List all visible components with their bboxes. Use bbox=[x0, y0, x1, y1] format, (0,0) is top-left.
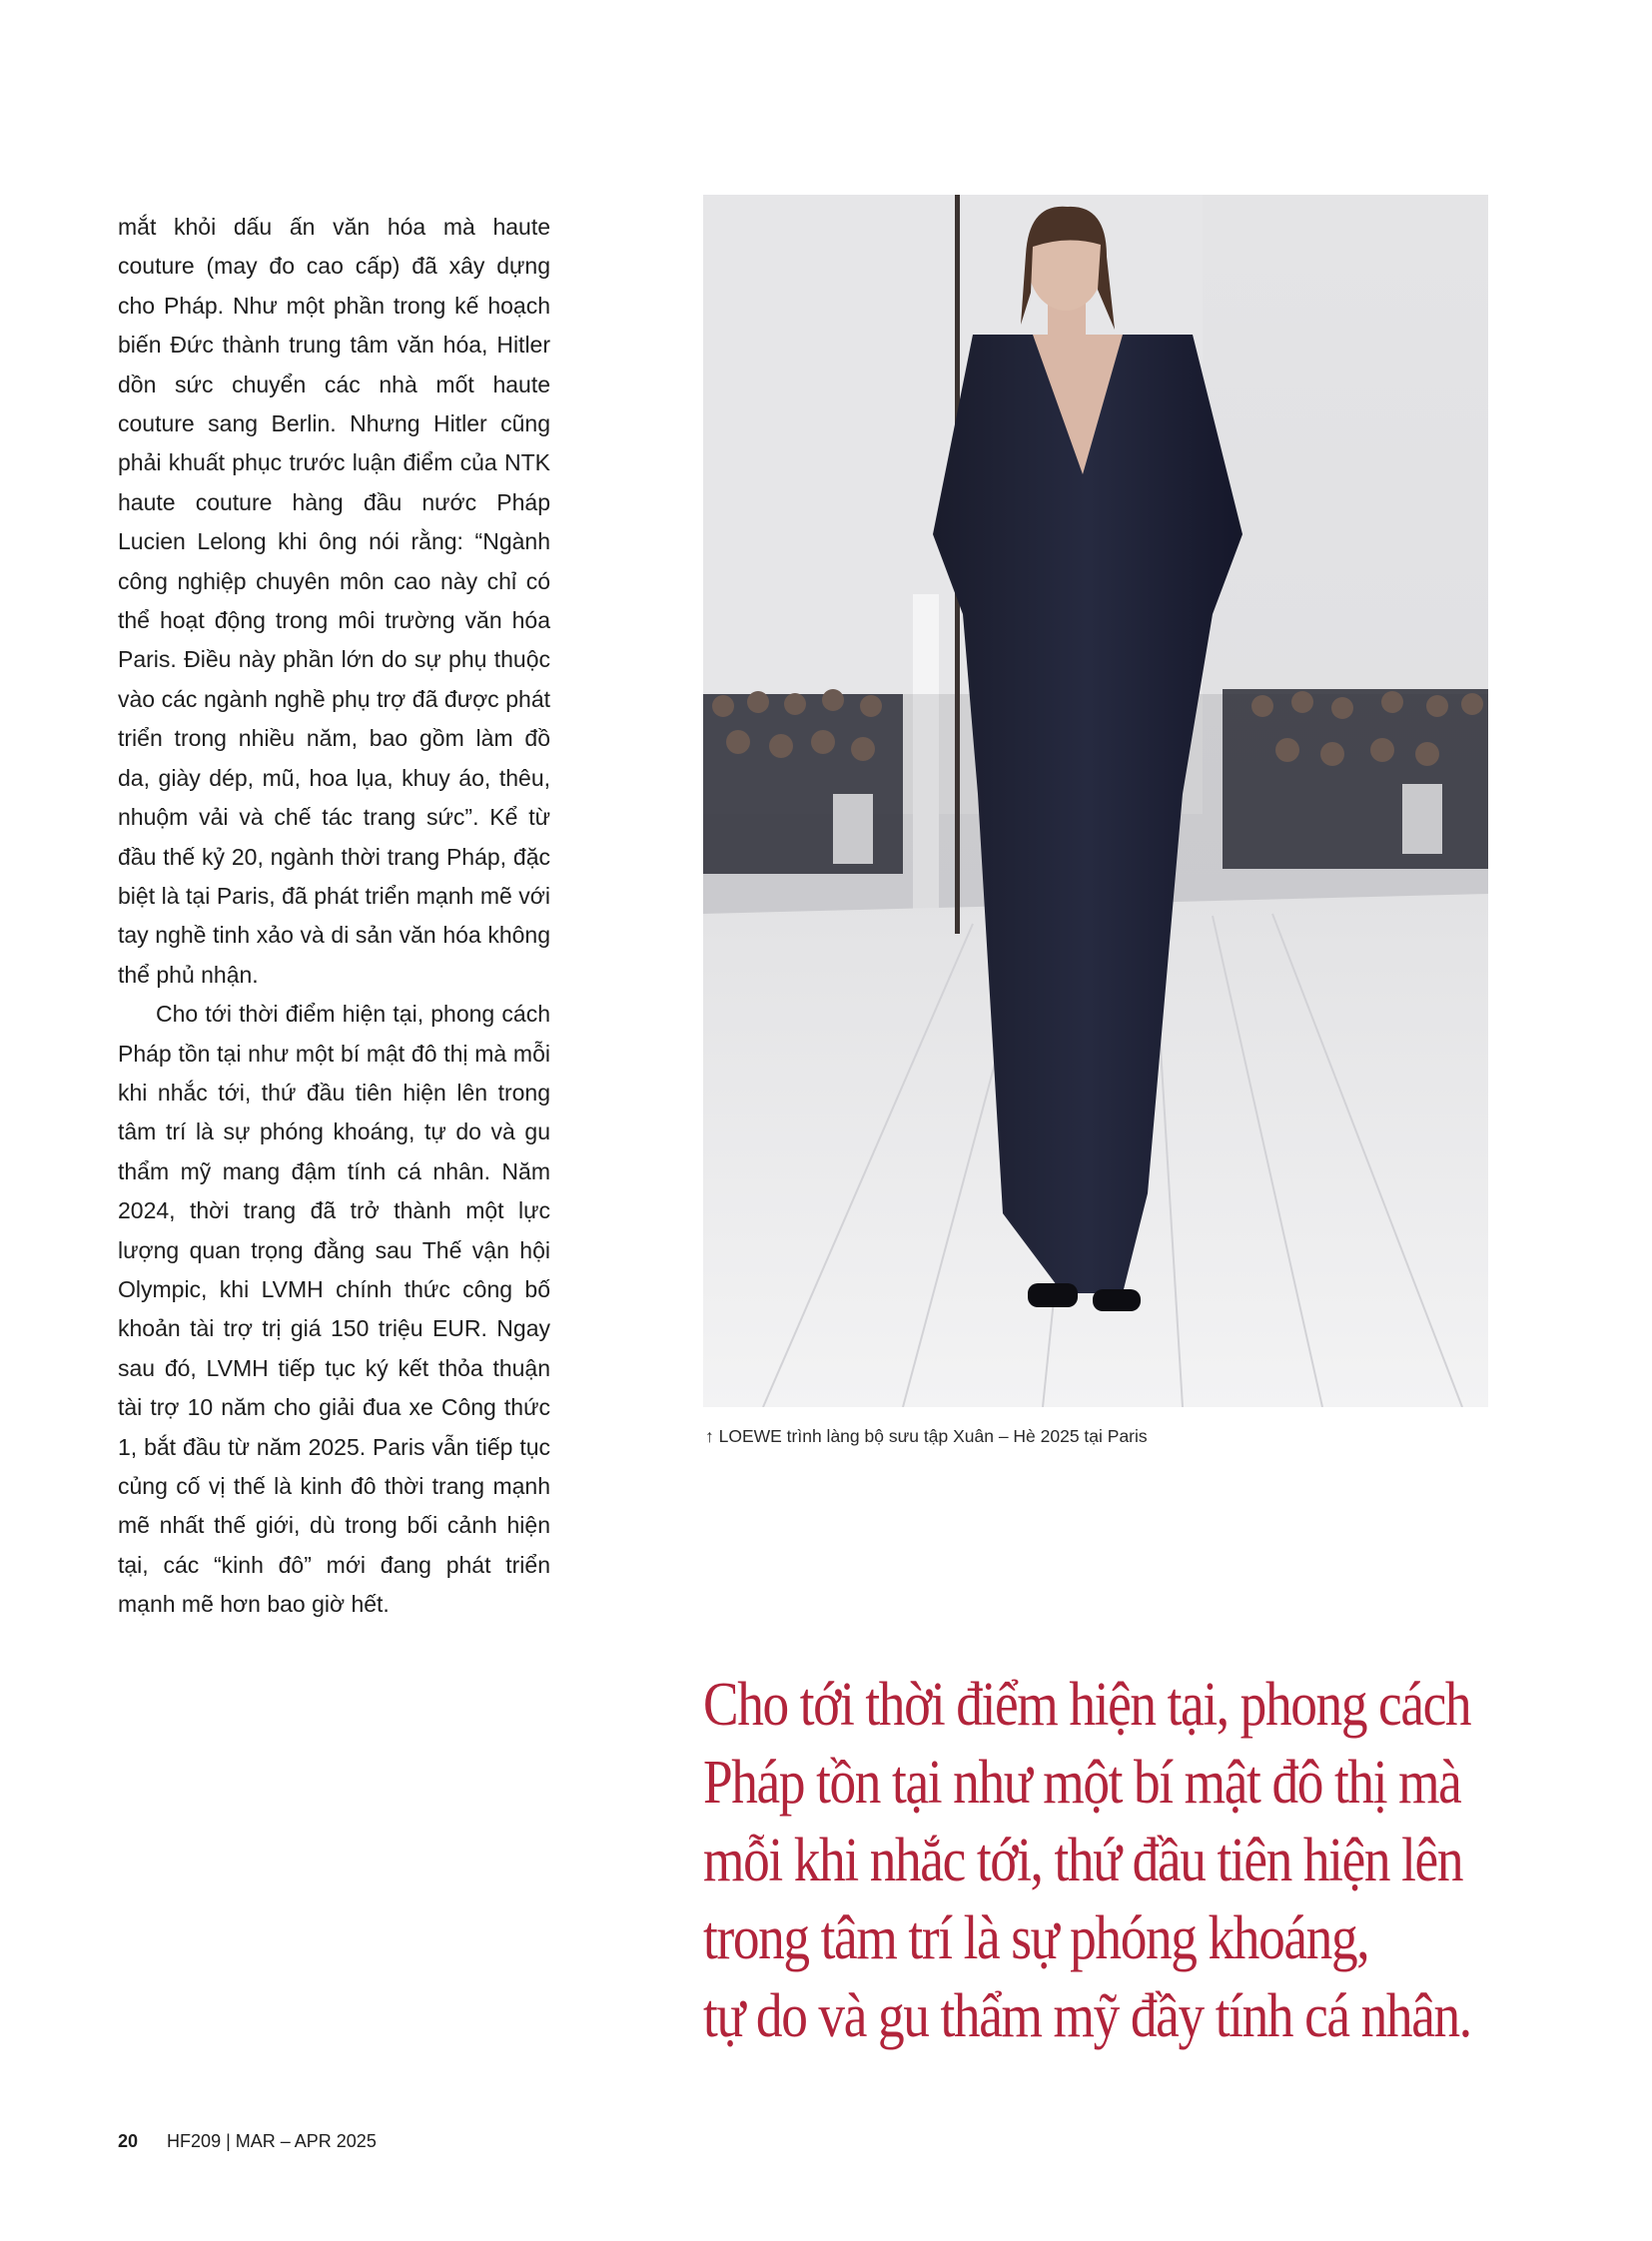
article-paragraph-1: mắt khỏi dấu ấn văn hóa mà haute couture (may đo cao cấp) đã xây dựng cho Pháp. Như một phần trong kế hoạch biến Đức thành trung tâm văn hóa, Hitler dồn sức chuyển các nhà mốt haute couture sang Berlin. Nhưng Hitler cũng phải khuất phục trước luận điểm của NTK haute couture hàng đầu nước Pháp Lucien Lelong khi ông nói rằng: “Ngành công nghiệp chuyên môn cao này chỉ có thể hoạt động trong môi trường văn hóa Paris. Điều này phần lớn do sự phụ thuộc vào các ngành nghề phụ trợ đã được phát triển trong nhiều năm, bao gồm làm đồ da, giày dép, mũ, hoa lụa, khuy áo, thêu, nhuộm vải và chế tác trang sức”. Kể từ đầu thế kỷ 20, ngành thời trang Pháp, đặc biệt là tại Paris, đã phát triển mạnh mẽ với tay nghề tinh xảo và di sản văn hóa không thể phủ nhận. bbox=[118, 214, 550, 988]
article-paragraph-2: Cho tới thời điểm hiện tại, phong cách Pháp tồn tại như một bí mật đô thị mà mỗi khi nhắc tới, thứ đầu tiên hiện lên trong tâm trí là sự phóng khoáng, tự do và gu thẩm mỹ mang đậm tính cá nhân. Năm 2024, thời trang đã trở thành một lực lượng quan trọng đằng sau Thế vận hội Olympic, khi LVMH chính thức công bố khoản tài trợ trị giá 150 triệu EUR. Ngay sau đó, LVMH tiếp tục ký kết thỏa thuận tài trợ 10 năm cho giải đua xe Công thức 1, bắt đầu từ năm 2025. Paris vẫn tiếp tục củng cố vị thế là kinh đô thời trang mạnh mẽ nhất thế giới, dù trong bối cảnh hiện tại, các “kinh đô” mới đang phát triển mạnh mẽ hơn bao giờ hết. bbox=[118, 1001, 550, 1618]
issue-label: HF209 | MAR – APR 2025 bbox=[167, 2131, 377, 2151]
pull-quote-line: tự do và gu thẩm mỹ đầy tính cá nhân. bbox=[703, 1982, 1471, 2050]
pull-quote-line: mỗi khi nhắc tới, thứ đầu tiên hiện lên bbox=[703, 1827, 1463, 1894]
page-footer bbox=[118, 2131, 377, 2152]
pull-quote-line: Pháp tồn tại như một bí mật đô thị mà bbox=[703, 1749, 1461, 1817]
photo-caption: ↑ LOEWE trình làng bộ sưu tập Xuân – Hè 2025 tại Paris bbox=[705, 1426, 1148, 1446]
runway-photo bbox=[703, 195, 1488, 1407]
pull-quote-line: trong tâm trí là sự phóng khoáng, bbox=[703, 1904, 1369, 1972]
pull-quote bbox=[703, 1666, 1476, 2055]
page-number: 20 bbox=[118, 2131, 139, 2151]
article-body bbox=[118, 208, 550, 1625]
pull-quote-line: Cho tới thời điểm hiện tại, phong cách bbox=[703, 1671, 1471, 1739]
